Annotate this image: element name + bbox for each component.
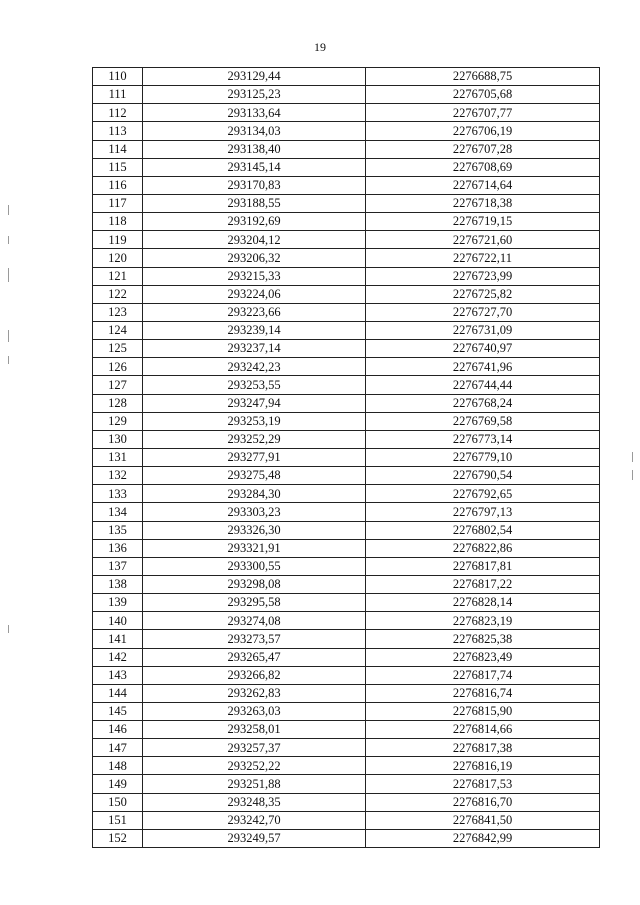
y-coordinate-cell: 2276740,97	[366, 340, 600, 358]
x-coordinate-cell: 293237,14	[143, 340, 366, 358]
x-coordinate-cell: 293275,48	[143, 467, 366, 485]
y-coordinate-cell: 2276727,70	[366, 303, 600, 321]
scan-mark	[8, 268, 9, 282]
scan-mark	[8, 205, 9, 215]
y-coordinate-cell: 2276792,65	[366, 485, 600, 503]
point-number-cell: 112	[93, 104, 143, 122]
x-coordinate-cell: 293300,55	[143, 557, 366, 575]
table-row	[93, 775, 600, 793]
point-number-cell: 118	[93, 213, 143, 231]
y-coordinate-cell: 2276817,53	[366, 775, 600, 793]
table-row	[93, 539, 600, 557]
x-coordinate-cell: 293252,22	[143, 757, 366, 775]
point-number-cell: 124	[93, 321, 143, 339]
y-coordinate-cell: 2276768,24	[366, 394, 600, 412]
point-number-cell: 123	[93, 303, 143, 321]
table-row	[93, 485, 600, 503]
x-coordinate-cell: 293239,14	[143, 321, 366, 339]
point-number-cell: 115	[93, 158, 143, 176]
coordinates-table	[92, 67, 600, 848]
y-coordinate-cell: 2276779,10	[366, 448, 600, 466]
y-coordinate-cell: 2276797,13	[366, 503, 600, 521]
point-number-cell: 131	[93, 448, 143, 466]
table-row	[93, 666, 600, 684]
scan-mark	[8, 625, 9, 633]
x-coordinate-cell: 293224,06	[143, 285, 366, 303]
y-coordinate-cell: 2276731,09	[366, 321, 600, 339]
table-row	[93, 503, 600, 521]
y-coordinate-cell: 2276705,68	[366, 86, 600, 104]
point-number-cell: 133	[93, 485, 143, 503]
x-coordinate-cell: 293170,83	[143, 176, 366, 194]
scan-mark	[8, 330, 9, 342]
table-row	[93, 612, 600, 630]
point-number-cell: 144	[93, 684, 143, 702]
point-number-cell: 121	[93, 267, 143, 285]
y-coordinate-cell: 2276817,81	[366, 557, 600, 575]
x-coordinate-cell: 293295,58	[143, 594, 366, 612]
table-row	[93, 829, 600, 847]
y-coordinate-cell: 2276723,99	[366, 267, 600, 285]
y-coordinate-cell: 2276828,14	[366, 594, 600, 612]
x-coordinate-cell: 293252,29	[143, 430, 366, 448]
scan-mark	[632, 470, 633, 480]
point-number-cell: 117	[93, 194, 143, 212]
x-coordinate-cell: 293138,40	[143, 140, 366, 158]
point-number-cell: 151	[93, 811, 143, 829]
x-coordinate-cell: 293125,23	[143, 86, 366, 104]
y-coordinate-cell: 2276773,14	[366, 430, 600, 448]
y-coordinate-cell: 2276706,19	[366, 122, 600, 140]
point-number-cell: 132	[93, 467, 143, 485]
x-coordinate-cell: 293249,57	[143, 829, 366, 847]
x-coordinate-cell: 293253,19	[143, 412, 366, 430]
y-coordinate-cell: 2276822,86	[366, 539, 600, 557]
scan-mark	[8, 236, 9, 244]
table-row	[93, 648, 600, 666]
point-number-cell: 139	[93, 594, 143, 612]
y-coordinate-cell: 2276816,70	[366, 793, 600, 811]
point-number-cell: 113	[93, 122, 143, 140]
point-number-cell: 145	[93, 702, 143, 720]
y-coordinate-cell: 2276707,28	[366, 140, 600, 158]
x-coordinate-cell: 293215,33	[143, 267, 366, 285]
x-coordinate-cell: 293248,35	[143, 793, 366, 811]
y-coordinate-cell: 2276790,54	[366, 467, 600, 485]
x-coordinate-cell: 293134,03	[143, 122, 366, 140]
x-coordinate-cell: 293192,69	[143, 213, 366, 231]
x-coordinate-cell: 293204,12	[143, 231, 366, 249]
table-row	[93, 158, 600, 176]
scan-mark	[8, 356, 9, 364]
y-coordinate-cell: 2276802,54	[366, 521, 600, 539]
point-number-cell: 141	[93, 630, 143, 648]
y-coordinate-cell: 2276817,38	[366, 739, 600, 757]
table-row	[93, 86, 600, 104]
x-coordinate-cell: 293145,14	[143, 158, 366, 176]
x-coordinate-cell: 293265,47	[143, 648, 366, 666]
y-coordinate-cell: 2276725,82	[366, 285, 600, 303]
table-row	[93, 194, 600, 212]
point-number-cell: 134	[93, 503, 143, 521]
table-row	[93, 267, 600, 285]
y-coordinate-cell: 2276825,38	[366, 630, 600, 648]
x-coordinate-cell: 293188,55	[143, 194, 366, 212]
point-number-cell: 146	[93, 721, 143, 739]
table-row	[93, 412, 600, 430]
x-coordinate-cell: 293247,94	[143, 394, 366, 412]
x-coordinate-cell: 293129,44	[143, 68, 366, 86]
x-coordinate-cell: 293206,32	[143, 249, 366, 267]
point-number-cell: 111	[93, 86, 143, 104]
x-coordinate-cell: 293258,01	[143, 721, 366, 739]
x-coordinate-cell: 293277,91	[143, 448, 366, 466]
y-coordinate-cell: 2276816,74	[366, 684, 600, 702]
table-row	[93, 140, 600, 158]
x-coordinate-cell: 293303,23	[143, 503, 366, 521]
y-coordinate-cell: 2276816,19	[366, 757, 600, 775]
table-row	[93, 448, 600, 466]
point-number-cell: 136	[93, 539, 143, 557]
y-coordinate-cell: 2276744,44	[366, 376, 600, 394]
point-number-cell: 152	[93, 829, 143, 847]
point-number-cell: 150	[93, 793, 143, 811]
table-row	[93, 104, 600, 122]
point-number-cell: 114	[93, 140, 143, 158]
y-coordinate-cell: 2276815,90	[366, 702, 600, 720]
y-coordinate-cell: 2276719,15	[366, 213, 600, 231]
point-number-cell: 148	[93, 757, 143, 775]
table-row	[93, 340, 600, 358]
point-number-cell: 147	[93, 739, 143, 757]
table-row	[93, 630, 600, 648]
y-coordinate-cell: 2276823,19	[366, 612, 600, 630]
table-row	[93, 122, 600, 140]
point-number-cell: 127	[93, 376, 143, 394]
x-coordinate-cell: 293223,66	[143, 303, 366, 321]
point-number-cell: 130	[93, 430, 143, 448]
y-coordinate-cell: 2276817,74	[366, 666, 600, 684]
y-coordinate-cell: 2276718,38	[366, 194, 600, 212]
y-coordinate-cell: 2276714,64	[366, 176, 600, 194]
x-coordinate-cell: 293253,55	[143, 376, 366, 394]
point-number-cell: 135	[93, 521, 143, 539]
table-row	[93, 68, 600, 86]
table-row	[93, 249, 600, 267]
point-number-cell: 138	[93, 575, 143, 593]
x-coordinate-cell: 293266,82	[143, 666, 366, 684]
x-coordinate-cell: 293257,37	[143, 739, 366, 757]
x-coordinate-cell: 293274,08	[143, 612, 366, 630]
table-row	[93, 684, 600, 702]
table-row	[93, 467, 600, 485]
table-row	[93, 231, 600, 249]
point-number-cell: 149	[93, 775, 143, 793]
table-row	[93, 757, 600, 775]
table-row	[93, 176, 600, 194]
point-number-cell: 122	[93, 285, 143, 303]
y-coordinate-cell: 2276769,58	[366, 412, 600, 430]
point-number-cell: 137	[93, 557, 143, 575]
point-number-cell: 120	[93, 249, 143, 267]
y-coordinate-cell: 2276721,60	[366, 231, 600, 249]
point-number-cell: 126	[93, 358, 143, 376]
point-number-cell: 140	[93, 612, 143, 630]
table-row	[93, 321, 600, 339]
x-coordinate-cell: 293298,08	[143, 575, 366, 593]
y-coordinate-cell: 2276841,50	[366, 811, 600, 829]
point-number-cell: 125	[93, 340, 143, 358]
point-number-cell: 128	[93, 394, 143, 412]
table-row	[93, 213, 600, 231]
x-coordinate-cell: 293321,91	[143, 539, 366, 557]
table-row	[93, 285, 600, 303]
table-row	[93, 376, 600, 394]
table-row	[93, 721, 600, 739]
x-coordinate-cell: 293133,64	[143, 104, 366, 122]
table-row	[93, 303, 600, 321]
x-coordinate-cell: 293242,70	[143, 811, 366, 829]
y-coordinate-cell: 2276842,99	[366, 829, 600, 847]
point-number-cell: 119	[93, 231, 143, 249]
point-number-cell: 116	[93, 176, 143, 194]
table-row	[93, 521, 600, 539]
table-row	[93, 739, 600, 757]
x-coordinate-cell: 293251,88	[143, 775, 366, 793]
point-number-cell: 110	[93, 68, 143, 86]
y-coordinate-cell: 2276708,69	[366, 158, 600, 176]
table-row	[93, 702, 600, 720]
y-coordinate-cell: 2276722,11	[366, 249, 600, 267]
x-coordinate-cell: 293242,23	[143, 358, 366, 376]
y-coordinate-cell: 2276707,77	[366, 104, 600, 122]
table-row	[93, 793, 600, 811]
y-coordinate-cell: 2276823,49	[366, 648, 600, 666]
x-coordinate-cell: 293284,30	[143, 485, 366, 503]
point-number-cell: 142	[93, 648, 143, 666]
coordinates-table-body	[93, 68, 600, 848]
x-coordinate-cell: 293326,30	[143, 521, 366, 539]
y-coordinate-cell: 2276688,75	[366, 68, 600, 86]
table-row	[93, 594, 600, 612]
y-coordinate-cell: 2276814,66	[366, 721, 600, 739]
point-number-cell: 129	[93, 412, 143, 430]
table-row	[93, 557, 600, 575]
table-row	[93, 358, 600, 376]
table-row	[93, 394, 600, 412]
table-row	[93, 811, 600, 829]
table-row	[93, 575, 600, 593]
x-coordinate-cell: 293262,83	[143, 684, 366, 702]
y-coordinate-cell: 2276817,22	[366, 575, 600, 593]
page-number: 19	[314, 40, 326, 54]
x-coordinate-cell: 293273,57	[143, 630, 366, 648]
scan-mark	[632, 452, 633, 462]
point-number-cell: 143	[93, 666, 143, 684]
table-row	[93, 430, 600, 448]
x-coordinate-cell: 293263,03	[143, 702, 366, 720]
y-coordinate-cell: 2276741,96	[366, 358, 600, 376]
